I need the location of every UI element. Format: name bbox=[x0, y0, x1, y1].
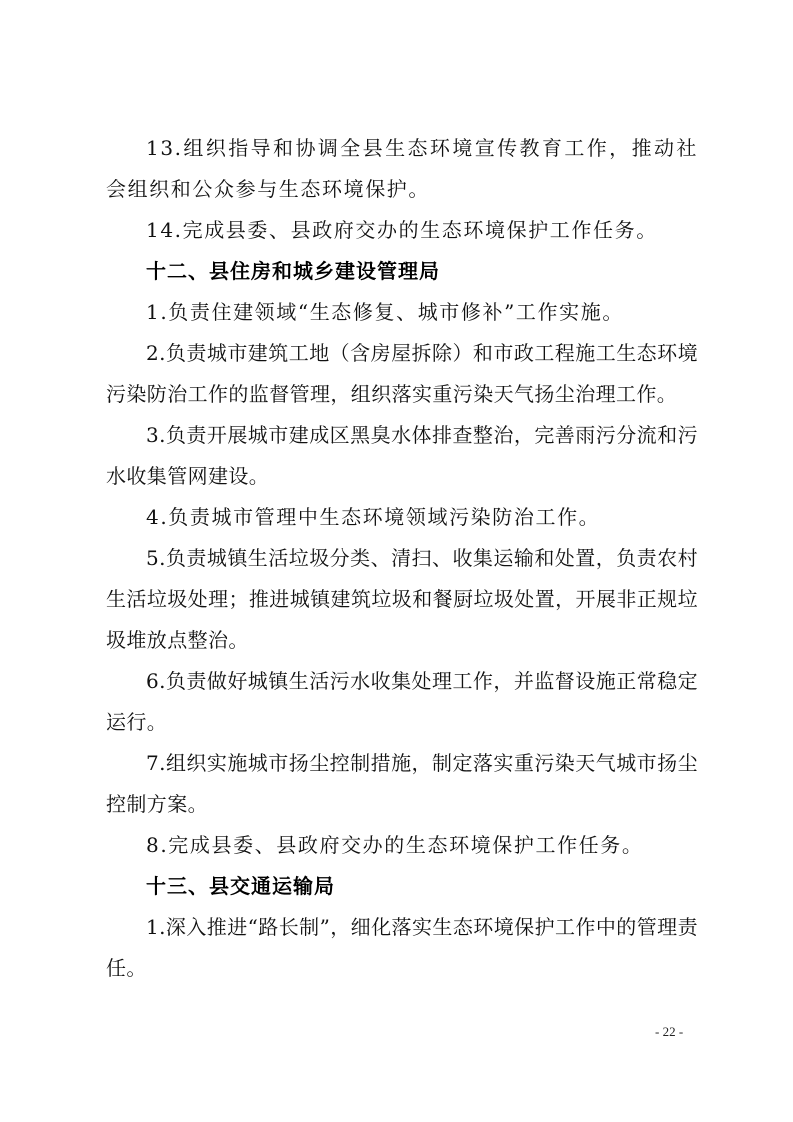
paragraph-12-7: 7.组织实施城市扬尘控制措施，制定落实重污染天气城市扬尘控制方案。 bbox=[106, 751, 698, 816]
paragraph-12-5: 5.负责城镇生活垃圾分类、清扫、收集运输和处置，负责农村生活垃圾处理；推进城镇建筑垃圾和餐厨垃圾处置，开展非正规垃圾堆放点整治。 bbox=[106, 546, 698, 652]
paragraph-12-1: 1.负责住建领域“生态修复、城市修补”工作实施。 bbox=[146, 300, 624, 324]
document-body bbox=[106, 128, 698, 989]
paragraph-12-4: 4.负责城市管理中生态环境领域污染防治工作。 bbox=[146, 505, 601, 529]
paragraph-14: 14.完成县委、县政府交办的生态环境保护工作任务。 bbox=[146, 218, 658, 242]
page-number: - 22 - bbox=[655, 1024, 684, 1039]
paragraph-12-2: 2.负责城市建筑工地（含房屋拆除）和市政工程施工生态环境污染防治工作的监督管理，组织落实重污染天气扬尘治理工作。 bbox=[106, 341, 698, 406]
paragraph-13: 13.组织指导和协调全县生态环境宣传教育工作，推动社会组织和公众参与生态环境保护。 bbox=[106, 136, 698, 201]
paragraph-12-3: 3.负责开展城市建成区黑臭水体排查整治，完善雨污分流和污水收集管网建设。 bbox=[106, 423, 698, 488]
paragraph-13-1: 1.深入推进“路长制”，细化落实生态环境保护工作中的管理责任。 bbox=[106, 915, 698, 980]
section-heading-12: 十二、县住房和城乡建设管理局 bbox=[146, 259, 440, 283]
paragraph-12-8: 8.完成县委、县政府交办的生态环境保护工作任务。 bbox=[146, 833, 644, 857]
section-heading-13: 十三、县交通运输局 bbox=[146, 874, 335, 898]
paragraph-12-6: 6.负责做好城镇生活污水收集处理工作，并监督设施正常稳定运行。 bbox=[106, 669, 698, 734]
